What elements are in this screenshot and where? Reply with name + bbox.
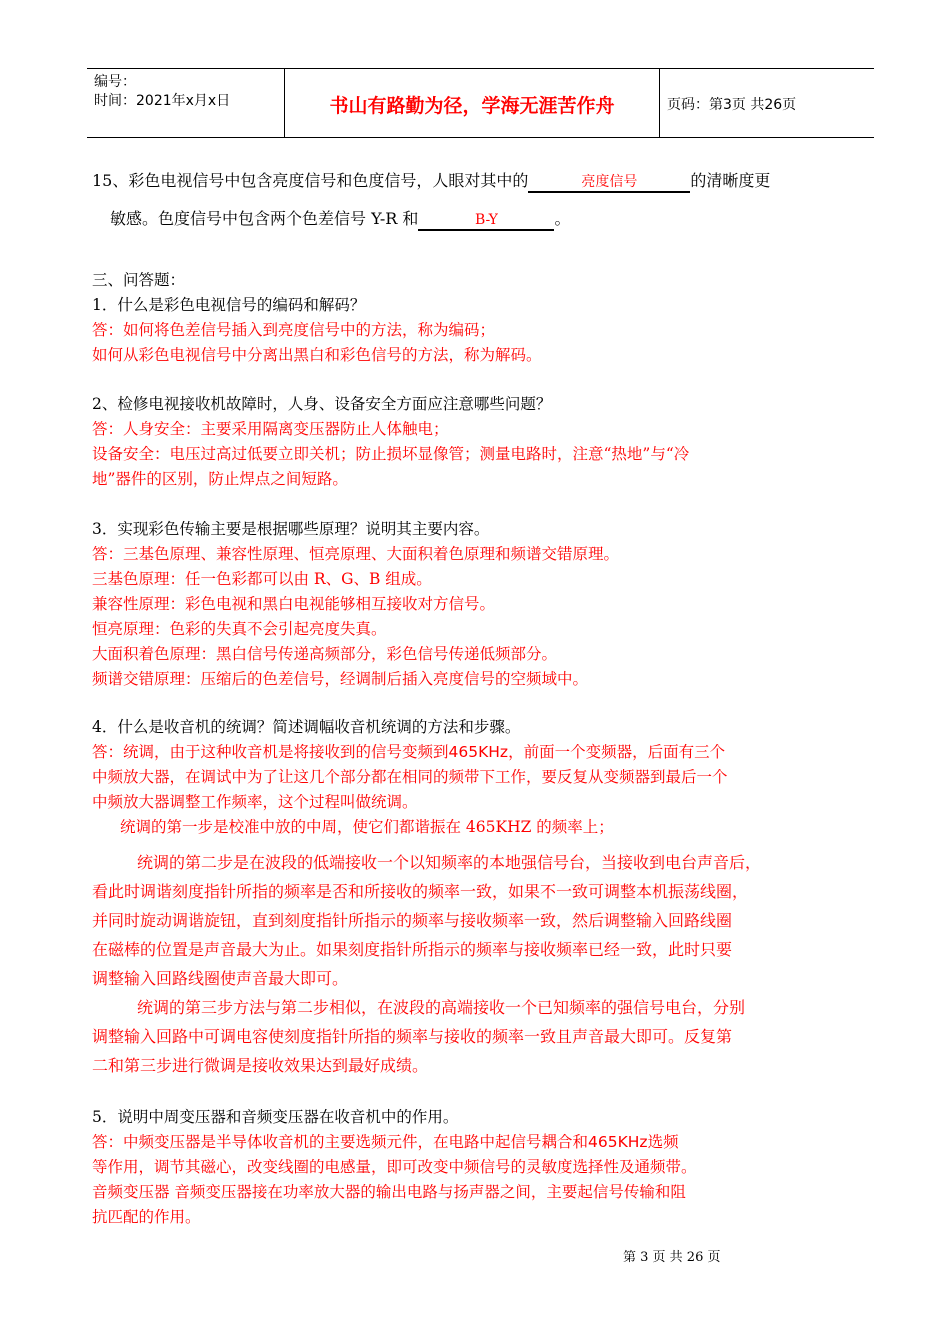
q2-answer-line: 答：人身安全：主要采用隔离变压器防止人体触电； xyxy=(92,420,449,438)
q3-answer-line: 答：三基色原理、兼容性原理、恒亮原理、大面积着色原理和频谱交错原理。 xyxy=(92,545,620,563)
q5-answer-text: 选频 xyxy=(647,1133,679,1151)
question-2 xyxy=(92,392,892,492)
q4-answer-line xyxy=(92,740,892,765)
q3-answer-line: 三基色原理：任一色彩都可以由 R、G、B 组成。 xyxy=(92,570,432,588)
q2-answer-line: 设备安全：电压过高过低要立即关机；防止损坏显像管；测量电路时，注意“热地”与“冷 xyxy=(92,445,690,463)
q4-step-2-line: 统调的第二步是在波段的低端接收一个以知频率的本地强信号台，当接收到电台声音后， xyxy=(137,853,762,872)
question-15 xyxy=(92,168,882,244)
q4-step-3 xyxy=(92,993,892,1080)
section-title: 三、问答题： xyxy=(92,271,186,289)
q3-question: 3．实现彩色传输主要是根据哪些原理？说明其主要内容。 xyxy=(92,520,490,538)
time-label: 时间：2021年x月x日 xyxy=(94,93,231,109)
q4-frequency: 465KHz xyxy=(448,743,509,761)
q4-step-3-line: 二和第三步进行微调是接收效果达到最好成绩。 xyxy=(92,1056,429,1075)
header-page-label: 页码：第3页 共26页 xyxy=(667,97,797,113)
q4-step-3-line: 调整输入回路中可调电容使刻度指针所指的频率与接收的频率一致且声音最大即可。反复第 xyxy=(92,1027,733,1046)
q1-question: 1．什么是彩色电视信号的编码和解码？ xyxy=(92,296,366,314)
q15-text: 15、彩色电视信号中包含亮度信号和色度信号，人眼对其中的 xyxy=(92,171,529,190)
section-qa xyxy=(92,268,892,368)
q5-answer-text: 答：中频变压器是半导体收音机的主要选频元件，在电路中起信号耦合和 xyxy=(92,1133,589,1151)
page-footer: 第 3 页 共 26 页 xyxy=(623,1250,721,1265)
q4-answer-text: ，前面一个变频器，后面有三个 xyxy=(508,743,726,761)
q2-answer-line: 地”器件的区别，防止焊点之间短路。 xyxy=(92,470,348,488)
q3-answer-line: 大面积着色原理：黑白信号传递高频部分，彩色信号传递低频部分。 xyxy=(92,645,558,663)
q15-text: 。 xyxy=(554,209,571,228)
q15-blank-1: 亮度信号 xyxy=(528,173,690,193)
page-header xyxy=(87,68,874,138)
q5-answer-line: 抗匹配的作用。 xyxy=(92,1208,201,1226)
q15-blank-2: B-Y xyxy=(418,211,554,231)
q1-answer-line: 答：如何将色差信号插入到亮度信号中的方法，称为编码； xyxy=(92,321,496,339)
q5-answer-line: 等作用，调节其磁心，改变线圈的电感量，即可改变中频信号的灵敏度选择性及通频带。 xyxy=(92,1158,697,1176)
q4-answer-line: 中频放大器调整工作频率，这个过程叫做统调。 xyxy=(92,793,418,811)
q15-text: 的清晰度更 xyxy=(690,171,771,190)
q1-answer-line: 如何从彩色电视信号中分离出黑白和彩色信号的方法，称为解码。 xyxy=(92,346,542,364)
q4-step-2-line: 并同时旋动调谐旋钮，直到刻度指针所指示的频率与接收频率一致，然后调整输入回路线圈 xyxy=(92,911,733,930)
q4-question: 4．什么是收音机的统调？简述调幅收音机统调的方法和步骤。 xyxy=(92,718,521,736)
question-3 xyxy=(92,517,892,692)
q4-answer-text: 答：统调，由于这种收音机是将接收到的信号变频到 xyxy=(92,743,449,761)
q3-answer-line: 兼容性原理：彩色电视和黑白电视能够相互接收对方信号。 xyxy=(92,595,496,613)
header-left xyxy=(94,73,230,111)
q4-answer-line: 中频放大器，在调试中为了让这几个部分都在相同的频带下工作，要反复从变频器到最后一个 xyxy=(92,768,728,786)
header-motto: 书山有路勤为径，学海无涯苦作舟 xyxy=(329,95,615,117)
question-5 xyxy=(92,1105,892,1230)
q5-question: 5．说明中周变压器和音频变压器在收音机中的作用。 xyxy=(92,1108,459,1126)
question-4 xyxy=(92,715,892,840)
q3-answer-line: 恒亮原理：色彩的失真不会引起亮度失真。 xyxy=(92,620,387,638)
header-divider xyxy=(659,69,660,137)
q2-question: 2、检修电视接收机故障时，人身、设备安全方面应注意哪些问题？ xyxy=(92,395,552,413)
q4-step-3-line: 统调的第三步方法与第二步相似，在波段的高端接收一个已知频率的强信号电台，分别 xyxy=(137,998,746,1017)
q4-step-2-line: 调整输入回路线圈使声音最大即可。 xyxy=(92,969,349,988)
q3-answer-line: 频谱交错原理：压缩后的色差信号，经调制后插入亮度信号的空频域中。 xyxy=(92,670,589,688)
q15-text: 敏感。色度信号中包含两个色差信号 Y-R 和 xyxy=(110,209,419,228)
q4-step-2-line: 看此时调谐刻度指针所指的频率是否和所接收的频率一致，如果不一致可调整本机振荡线圈， xyxy=(92,882,749,901)
q5-answer-line xyxy=(92,1130,892,1155)
q4-step-1: 统调的第一步是校准中放的中周，使它们都谐振在 465KHZ 的频率上； xyxy=(120,818,614,836)
number-label: 编号： xyxy=(94,74,136,90)
q4-step-2 xyxy=(92,848,892,993)
q5-answer-line: 音频变压器 音频变压器接在功率放大器的输出电路与扬声器之间，主要起信号传输和阻 xyxy=(92,1183,686,1201)
q4-step-2-line: 在磁棒的位置是声音最大为止。如果刻度指针所指示的频率与接收频率已经一致，此时只要 xyxy=(92,940,733,959)
q5-frequency: 465KHz xyxy=(588,1133,648,1151)
